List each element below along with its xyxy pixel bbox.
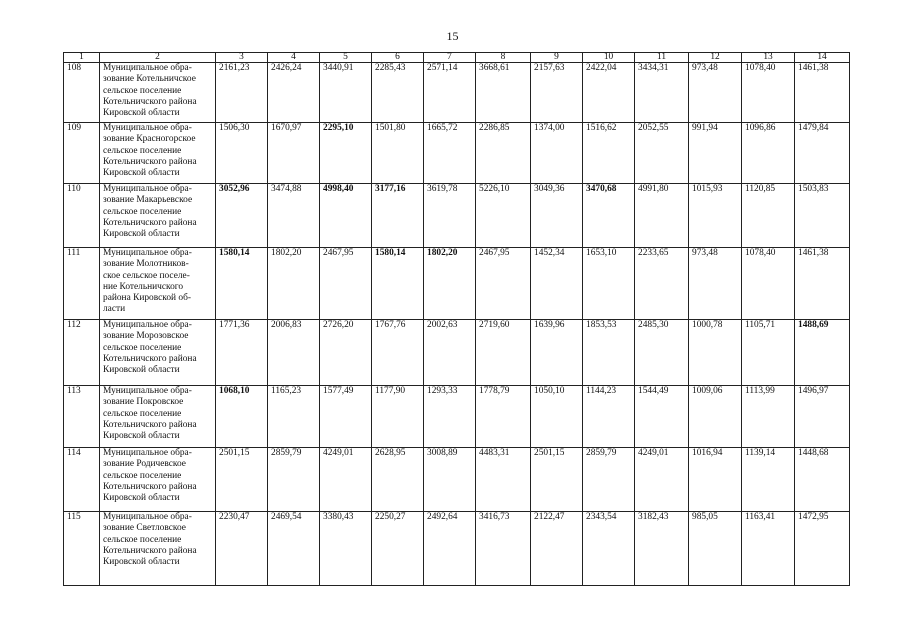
value-cell: 1670,97 (268, 123, 320, 184)
value-cell: 4998,40 (320, 184, 372, 248)
value-cell: 1544,49 (635, 386, 689, 448)
value-cell: 2002,63 (424, 320, 476, 386)
value-cell: 1096,86 (742, 123, 795, 184)
value-cell: 3182,43 (635, 512, 689, 586)
value-cell: 1503,83 (795, 184, 850, 248)
value-cell: 1771,36 (216, 320, 268, 386)
municipality-name-line: Кировской области (103, 168, 180, 179)
value-cell: 1488,69 (795, 320, 850, 386)
value-cell: 1163,41 (742, 512, 795, 586)
column-header: 8 (476, 53, 531, 63)
value-cell: 1144,23 (583, 386, 635, 448)
value-cell: 2628,95 (372, 448, 424, 512)
municipality-name (100, 448, 216, 512)
data-table (63, 52, 850, 586)
municipality-name (100, 184, 216, 248)
value-cell: 3416,73 (476, 512, 531, 586)
value-cell: 2286,85 (476, 123, 531, 184)
value-cell: 2422,04 (583, 63, 635, 123)
value-cell: 1078,40 (742, 248, 795, 320)
value-cell: 1113,99 (742, 386, 795, 448)
municipality-name-line: сельское поселение (103, 206, 182, 217)
table-row (64, 184, 850, 248)
value-cell: 985,05 (689, 512, 742, 586)
value-cell: 3440,91 (320, 63, 372, 123)
value-cell: 1653,10 (583, 248, 635, 320)
municipality-name-line: зование Макарьевское (103, 195, 193, 206)
value-cell: 4991,80 (635, 184, 689, 248)
value-cell: 3619,78 (424, 184, 476, 248)
row-number: 111 (64, 248, 100, 320)
value-cell: 1016,94 (689, 448, 742, 512)
row-number: 109 (64, 123, 100, 184)
value-cell: 1506,30 (216, 123, 268, 184)
municipality-name-line: Кировской области (103, 229, 180, 240)
municipality-name-line: Кировской области (103, 557, 180, 568)
value-cell: 3668,61 (476, 63, 531, 123)
table-row (64, 448, 850, 512)
municipality-name-line: зование Молотников- (103, 259, 189, 270)
value-cell: 1068,10 (216, 386, 268, 448)
value-cell: 1015,93 (689, 184, 742, 248)
municipality-name-line: ласти (103, 304, 126, 315)
column-header: 3 (216, 53, 268, 63)
value-cell: 1577,49 (320, 386, 372, 448)
municipality-name (100, 320, 216, 386)
value-cell: 1139,14 (742, 448, 795, 512)
column-header: 7 (424, 53, 476, 63)
column-header: 1 (64, 53, 100, 63)
row-number: 112 (64, 320, 100, 386)
value-cell: 2859,79 (583, 448, 635, 512)
table-row (64, 512, 850, 586)
value-cell: 2467,95 (476, 248, 531, 320)
value-cell: 3474,88 (268, 184, 320, 248)
value-cell: 1496,97 (795, 386, 850, 448)
value-cell: 2469,54 (268, 512, 320, 586)
table-row (64, 123, 850, 184)
data-table-container (63, 52, 850, 586)
value-cell: 1802,20 (268, 248, 320, 320)
column-header: 14 (795, 53, 850, 63)
municipality-name-line: Муниципальное обра- (103, 512, 192, 522)
municipality-name-line: Кировской области (103, 108, 180, 119)
value-cell: 2161,23 (216, 63, 268, 123)
value-cell: 1452,34 (531, 248, 583, 320)
municipality-name-line: Котельничского района (103, 419, 197, 430)
municipality-name-line: Котельничского района (103, 545, 197, 556)
row-number: 110 (64, 184, 100, 248)
value-cell: 2426,24 (268, 63, 320, 123)
value-cell: 1853,53 (583, 320, 635, 386)
table-row (64, 63, 850, 123)
value-cell: 4483,31 (476, 448, 531, 512)
value-cell: 1479,84 (795, 123, 850, 184)
value-cell: 1580,14 (216, 248, 268, 320)
municipality-name-line: зование Котельничское (103, 74, 196, 85)
value-cell: 991,94 (689, 123, 742, 184)
table-header-row (64, 53, 850, 63)
column-header: 5 (320, 53, 372, 63)
value-cell: 2859,79 (268, 448, 320, 512)
municipality-name-line: сельское поселение (103, 408, 182, 419)
municipality-name (100, 386, 216, 448)
municipality-name (100, 248, 216, 320)
municipality-name-line: зование Родичевское (103, 459, 186, 470)
value-cell: 1461,38 (795, 63, 850, 123)
value-cell: 4249,01 (635, 448, 689, 512)
municipality-name-line: сельское поселение (103, 342, 182, 353)
municipality-name-line: Котельничского района (103, 156, 197, 167)
value-cell: 1165,23 (268, 386, 320, 448)
table-row (64, 386, 850, 448)
value-cell: 1778,79 (476, 386, 531, 448)
municipality-name-line: зование Морозовское (103, 331, 189, 342)
column-header: 4 (268, 53, 320, 63)
value-cell: 2485,30 (635, 320, 689, 386)
municipality-name-line: Муниципальное обра- (103, 386, 192, 396)
row-number: 114 (64, 448, 100, 512)
value-cell: 1472,95 (795, 512, 850, 586)
municipality-name-line: Котельничского района (103, 481, 197, 492)
value-cell: 1665,72 (424, 123, 476, 184)
value-cell: 1516,62 (583, 123, 635, 184)
value-cell: 2726,20 (320, 320, 372, 386)
municipality-name-line: ское сельское поселе- (103, 270, 190, 281)
value-cell: 2501,15 (531, 448, 583, 512)
column-header: 2 (100, 53, 216, 63)
value-cell: 2295,10 (320, 123, 372, 184)
municipality-name-line: сельское поселение (103, 145, 182, 156)
table-row (64, 248, 850, 320)
value-cell: 2250,27 (372, 512, 424, 586)
value-cell: 1580,14 (372, 248, 424, 320)
municipality-name-line: Муниципальное обра- (103, 123, 192, 133)
municipality-name-line: зование Светловское (103, 523, 186, 534)
municipality-name-line: Котельничского района (103, 353, 197, 364)
municipality-name-line: Муниципальное обра- (103, 448, 192, 458)
value-cell: 2157,63 (531, 63, 583, 123)
municipality-name-line: зование Покровское (103, 397, 184, 408)
value-cell: 3434,31 (635, 63, 689, 123)
row-number: 113 (64, 386, 100, 448)
value-cell: 1448,68 (795, 448, 850, 512)
municipality-name-line: Муниципальное обра- (103, 248, 192, 258)
column-header: 10 (583, 53, 635, 63)
municipality-name-line: сельское поселение (103, 85, 182, 96)
row-number: 108 (64, 63, 100, 123)
column-header: 12 (689, 53, 742, 63)
value-cell: 3049,36 (531, 184, 583, 248)
value-cell: 2285,43 (372, 63, 424, 123)
value-cell: 1501,80 (372, 123, 424, 184)
municipality-name-line: сельское поселение (103, 534, 182, 545)
column-header: 11 (635, 53, 689, 63)
value-cell: 2571,14 (424, 63, 476, 123)
municipality-name-line: Кировской области (103, 431, 180, 442)
table-row (64, 320, 850, 386)
municipality-name-line: Муниципальное обра- (103, 320, 192, 330)
value-cell: 3052,96 (216, 184, 268, 248)
municipality-name (100, 123, 216, 184)
value-cell: 1639,96 (531, 320, 583, 386)
value-cell: 1009,06 (689, 386, 742, 448)
value-cell: 1000,78 (689, 320, 742, 386)
value-cell: 3380,43 (320, 512, 372, 586)
value-cell: 1374,00 (531, 123, 583, 184)
municipality-name-line: Котельничского района (103, 96, 197, 107)
value-cell: 2343,54 (583, 512, 635, 586)
value-cell: 5226,10 (476, 184, 531, 248)
value-cell: 1767,76 (372, 320, 424, 386)
municipality-name-line: Муниципальное обра- (103, 63, 192, 73)
value-cell: 2122,47 (531, 512, 583, 586)
municipality-name (100, 512, 216, 586)
value-cell: 1461,38 (795, 248, 850, 320)
value-cell: 3008,89 (424, 448, 476, 512)
municipality-name-line: Кировской области (103, 365, 180, 376)
municipality-name-line: сельское поселение (103, 470, 182, 481)
municipality-name-line: Муниципальное обра- (103, 184, 192, 194)
row-number: 115 (64, 512, 100, 586)
column-header: 6 (372, 53, 424, 63)
value-cell: 1078,40 (742, 63, 795, 123)
value-cell: 2052,55 (635, 123, 689, 184)
value-cell: 1802,20 (424, 248, 476, 320)
value-cell: 973,48 (689, 63, 742, 123)
value-cell: 2492,64 (424, 512, 476, 586)
value-cell: 1050,10 (531, 386, 583, 448)
value-cell: 2230,47 (216, 512, 268, 586)
value-cell: 973,48 (689, 248, 742, 320)
municipality-name-line: зование Красногорское (103, 134, 196, 145)
municipality-name-line: ние Котельничского (103, 281, 184, 292)
column-header: 13 (742, 53, 795, 63)
value-cell: 3177,16 (372, 184, 424, 248)
value-cell: 3470,68 (583, 184, 635, 248)
column-header: 9 (531, 53, 583, 63)
value-cell: 2467,95 (320, 248, 372, 320)
value-cell: 2233,65 (635, 248, 689, 320)
municipality-name-line: Котельничского района (103, 217, 197, 228)
page-number: 15 (446, 29, 459, 43)
table-body (64, 63, 850, 586)
value-cell: 2006,83 (268, 320, 320, 386)
value-cell: 2719,60 (476, 320, 531, 386)
value-cell: 1105,71 (742, 320, 795, 386)
municipality-name (100, 63, 216, 123)
value-cell: 4249,01 (320, 448, 372, 512)
value-cell: 1177,90 (372, 386, 424, 448)
value-cell: 2501,15 (216, 448, 268, 512)
municipality-name-line: района Кировской об- (103, 293, 191, 304)
value-cell: 1120,85 (742, 184, 795, 248)
municipality-name-line: Кировской области (103, 493, 180, 504)
value-cell: 1293,33 (424, 386, 476, 448)
